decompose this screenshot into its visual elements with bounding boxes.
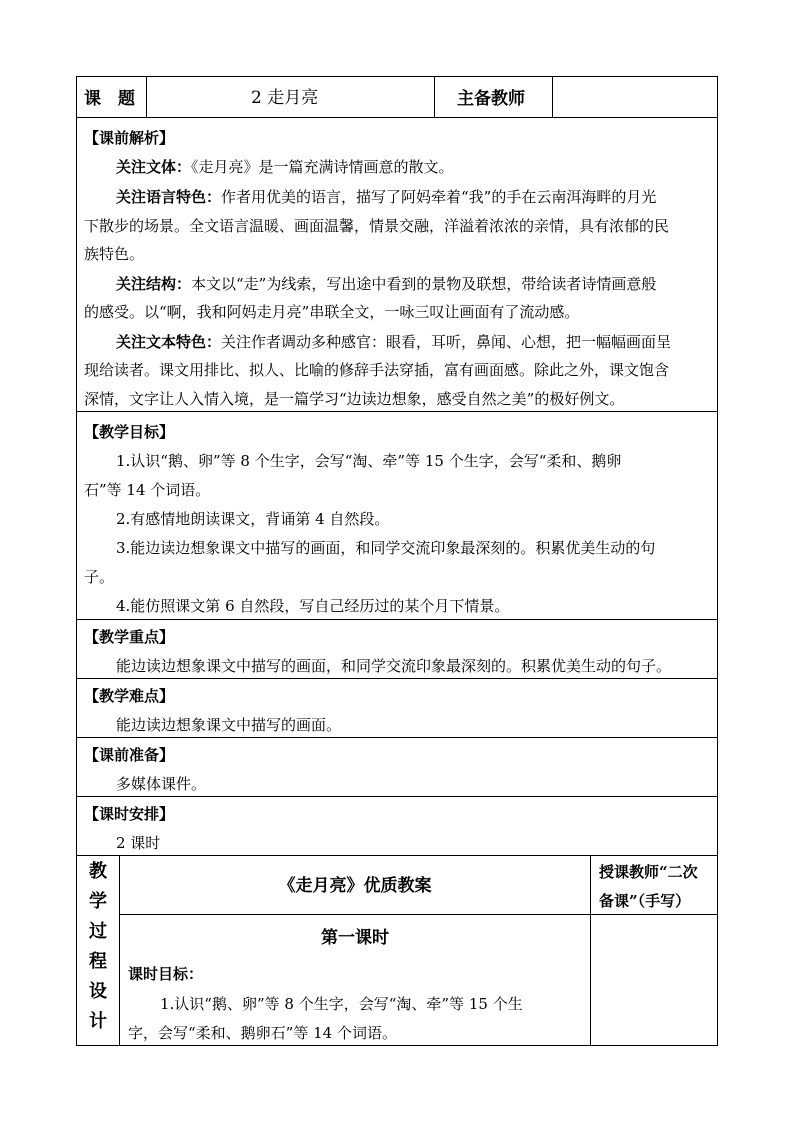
analysis-p2-label: 关注语言特色： [116,188,222,206]
table-left-border [76,76,77,1046]
process-side-char-3: 过 [89,921,107,942]
goal-4: 4.能仿照课文第 6 自然段，写自己经历过的某个月下情景。 [116,597,510,615]
analysis-p2-line1 [116,187,656,207]
prep-title: 【课前准备】 [84,746,175,764]
schedule-text: 2 课时 [116,834,161,852]
analysis-p3-text1: 本文以“走”为线索，写出途中看到的景物及联想，带给读者诗情画意般 [191,275,657,293]
section-line-prep [76,796,718,797]
schedule-title: 【课时安排】 [84,805,175,823]
analysis-p2-line2: 下散步的场景。全文语言温暖、画面温馨，情景交融，洋溢着浓浓的亲情，具有浓郁的民 [84,217,670,235]
lesson-title: 第一课时 [321,928,389,948]
analysis-p1-text: 《走月亮》是一篇充满诗情画意的散文。 [191,158,454,176]
goal-2: 2.有感情地朗读课文，背诵第 4 自然段。 [116,510,390,528]
second-prep-label-line1: 授课教师“二次 [599,863,698,881]
table-right-border [717,76,718,1046]
process-header-line [119,914,718,915]
analysis-p3-line1 [116,274,656,294]
goal-3-line1: 3.能边读边想象课文中描写的画面，和同学交流印象最深刻的。积累优美生动的句 [116,539,656,557]
topic-label: 课 题 [84,89,135,109]
analysis-p1 [116,157,454,177]
goal-1-line1: 1.认识“鹅、卵”等 8 个生字，会写“淘、牵”等 15 个生字，会写“柔和、鹅卵 [116,452,622,470]
focus-title: 【教学重点】 [84,628,175,646]
prep-text: 多媒体课件。 [116,775,207,793]
table-top-border [76,76,718,77]
analysis-p3-label: 关注结构： [116,275,192,293]
table-bottom-border [76,1045,718,1046]
analysis-title: 【课前解析】 [84,129,175,147]
lesson-goal-line1: 1.认识“鹅、卵”等 8 个生字，会写“淘、牵”等 15 个生 [160,995,523,1013]
header-divider-1 [146,76,147,118]
analysis-p4-line3: 深情，文字让人入情入境，是一篇学习“边读边想象，感受自然之美”的极好例文。 [84,390,625,408]
analysis-p2-text1: 作者用优美的语言，描写了阿妈牵着“我”的手在云南洱海畔的月光 [221,188,657,206]
topic-value: 2 走月亮 [251,88,319,108]
analysis-p4-text1: 关注作者调动多种感官：眼看，耳听，鼻闻、心想，把一幅幅画面呈 [221,333,672,351]
second-prep-label-line2: 备课”（手写） [599,892,691,910]
header-divider-3 [552,76,553,118]
lesson-goal-line2: 字，会写“柔和、鹅卵石”等 14 个词语。 [128,1024,397,1042]
section-line-schedule [76,855,718,856]
process-divider-right [590,855,591,1046]
focus-text: 能边读边想象课文中描写的画面，和同学交流印象最深刻的。积累优美生动的句子。 [116,657,672,675]
header-bottom-line [76,117,718,118]
process-side-char-4: 程 [89,951,107,972]
section-line-focus [76,678,718,679]
lesson-goal-label: 课时目标： [128,965,204,983]
section-line-goals [76,619,718,620]
plan-title: 《走月亮》优质教案 [278,876,432,896]
handwritten-notes-area[interactable] [592,916,716,1044]
analysis-p1-label: 关注文体： [116,158,192,176]
process-side-char-5: 设 [89,981,107,1002]
analysis-p4-line2: 现给读者。课文用排比、拟人、比喻的修辞手法穿插，富有画面感。除此之外，课文饱含 [84,361,670,379]
process-side-char-1: 教 [89,861,107,882]
goal-3-line2: 子。 [84,568,115,586]
difficulty-text: 能边读边想象课文中描写的画面。 [116,716,342,734]
teacher-label: 主备教师 [457,89,525,109]
process-side-char-2: 学 [89,891,107,912]
difficulty-title: 【教学难点】 [84,687,175,705]
analysis-p2-line3: 族特色。 [84,245,145,263]
section-line-analysis [76,411,718,412]
analysis-p4-line1 [116,332,671,352]
process-side-char-6: 计 [89,1011,107,1032]
goal-1-line2: 石”等 14 个词语。 [84,481,211,499]
analysis-p3-line2: 的感受。以“啊，我和阿妈走月亮”串联全文，一咏三叹让画面有了流动感。 [84,303,580,321]
header-divider-2 [434,76,435,118]
analysis-p4-label: 关注文本特色： [116,333,222,351]
goals-title: 【教学目标】 [84,423,175,441]
section-line-difficulty [76,737,718,738]
